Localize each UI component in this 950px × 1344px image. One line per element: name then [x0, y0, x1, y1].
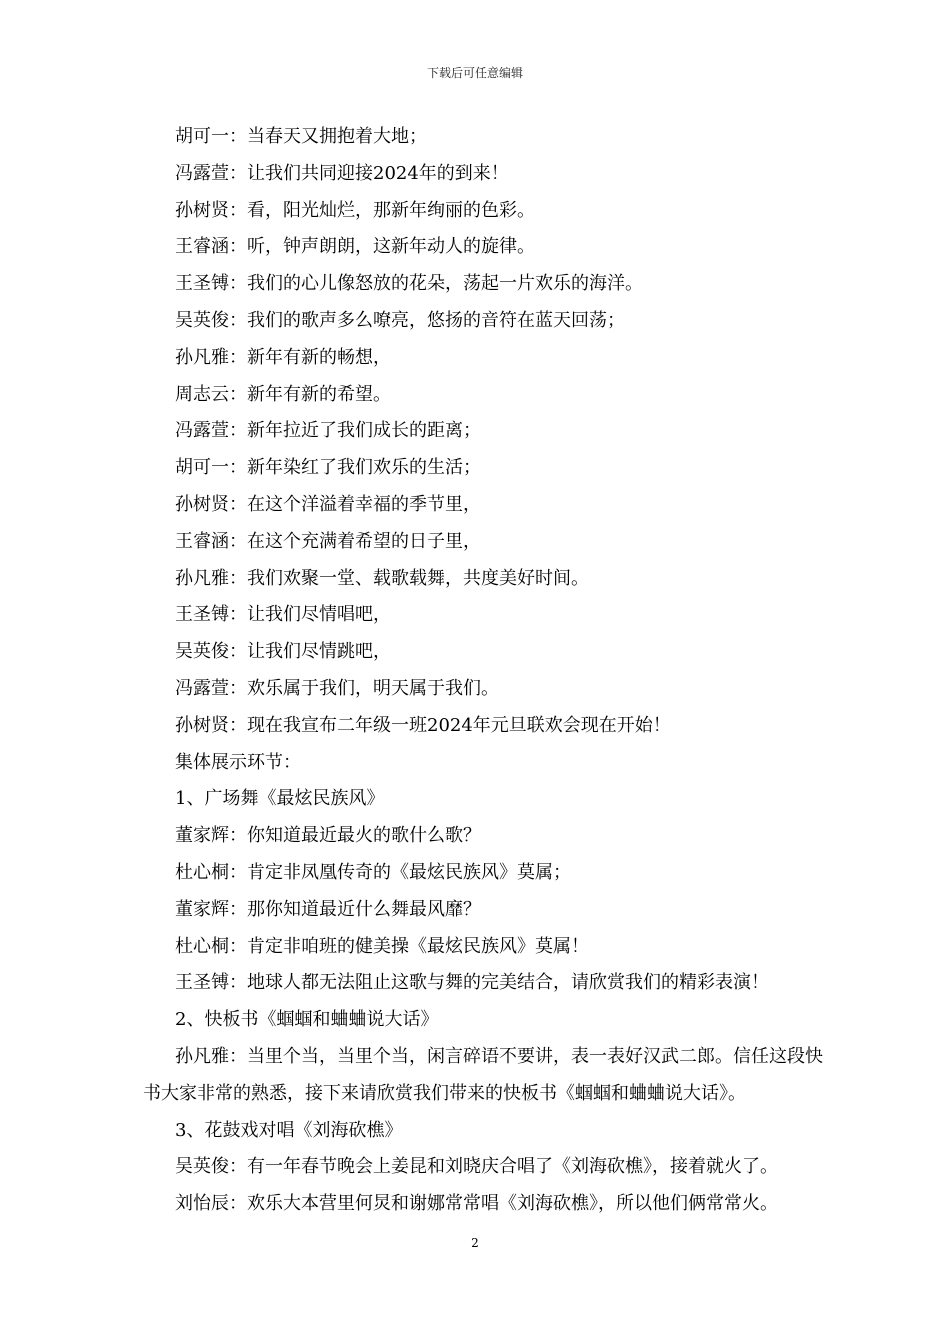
paragraph: 孙凡雅：当里个当，当里个当，闲言碎语不要讲，表一表好汉武二郎。信任这段快书大家非常的熟悉，接下来请欣赏我们带来的快板书《蝈蝈和蛐蛐说大话》。 — [143, 1045, 823, 1104]
paragraph: 周志云：新年有新的希望。 — [175, 383, 391, 405]
paragraph: 董家辉：那你知道最近什么舞最风靡？ — [175, 898, 481, 920]
paragraph: 孙凡雅：我们欢聚一堂、载歌载舞，共度美好时间。 — [175, 567, 589, 589]
paragraph: 吴英俊：有一年春节晚会上姜昆和刘晓庆合唱了《刘海砍樵》，接着就火了。 — [175, 1156, 778, 1178]
paragraph: 杜心桐：肯定非凤凰传奇的《最炫民族风》莫属； — [175, 861, 571, 883]
program-item-heading: 2、快板书《蝈蝈和蛐蛐说大话》 — [175, 1009, 439, 1031]
section-heading: 集体展示环节： — [175, 751, 301, 773]
paragraph: 孙树贤：现在我宣布二年级一班2024年元旦联欢会现在开始！ — [175, 714, 671, 736]
paragraph: 王圣镈：让我们尽情唱吧， — [175, 604, 391, 626]
paragraph: 孙树贤：看，阳光灿烂，那新年绚丽的色彩。 — [175, 199, 535, 221]
paragraph: 杜心桐：肯定非咱班的健美操《最炫民族风》莫属！ — [175, 935, 589, 957]
paragraph: 王睿涵：听，钟声朗朗，这新年动人的旋律。 — [175, 236, 535, 258]
paragraph: 吴英俊：我们的歌声多么嘹亮，悠扬的音符在蓝天回荡； — [175, 309, 625, 331]
paragraph: 冯露萱：欢乐属于我们，明天属于我们。 — [175, 677, 499, 699]
program-item-heading: 1、广场舞《最炫民族风》 — [175, 788, 385, 810]
paragraph: 冯露萱：新年拉近了我们成长的距离； — [175, 420, 481, 442]
paragraph: 刘怡辰：欢乐大本营里何炅和谢娜常常唱《刘海砍樵》，所以他们俩常常火。 — [175, 1193, 778, 1215]
paragraph: 冯露萱：让我们共同迎接2024年的到来！ — [175, 162, 509, 184]
paragraph: 胡可一：当春天又拥抱着大地； — [175, 126, 427, 147]
paragraph: 王圣镈：地球人都无法阻止这歌与舞的完美结合，请欣赏我们的精彩表演！ — [175, 972, 769, 994]
document-body — [143, 119, 823, 1223]
paragraph: 孙树贤：在这个洋溢着幸福的季节里， — [175, 493, 481, 515]
page-number: 2 — [471, 1236, 479, 1250]
paragraph: 王睿涵：在这个充满着希望的日子里， — [175, 530, 481, 552]
paragraph: 吴英俊：让我们尽情跳吧， — [175, 641, 391, 663]
paragraph: 董家辉：你知道最近最火的歌什么歌？ — [175, 825, 481, 847]
paragraph: 王圣镈：我们的心儿像怒放的花朵，荡起一片欢乐的海洋。 — [175, 273, 643, 295]
paragraph: 胡可一：新年染红了我们欢乐的生活； — [175, 457, 481, 479]
program-item-heading: 3、花鼓戏对唱《刘海砍樵》 — [175, 1119, 403, 1141]
paragraph: 孙凡雅：新年有新的畅想， — [175, 346, 391, 368]
page-header: 下载后可任意编辑 — [426, 66, 523, 80]
